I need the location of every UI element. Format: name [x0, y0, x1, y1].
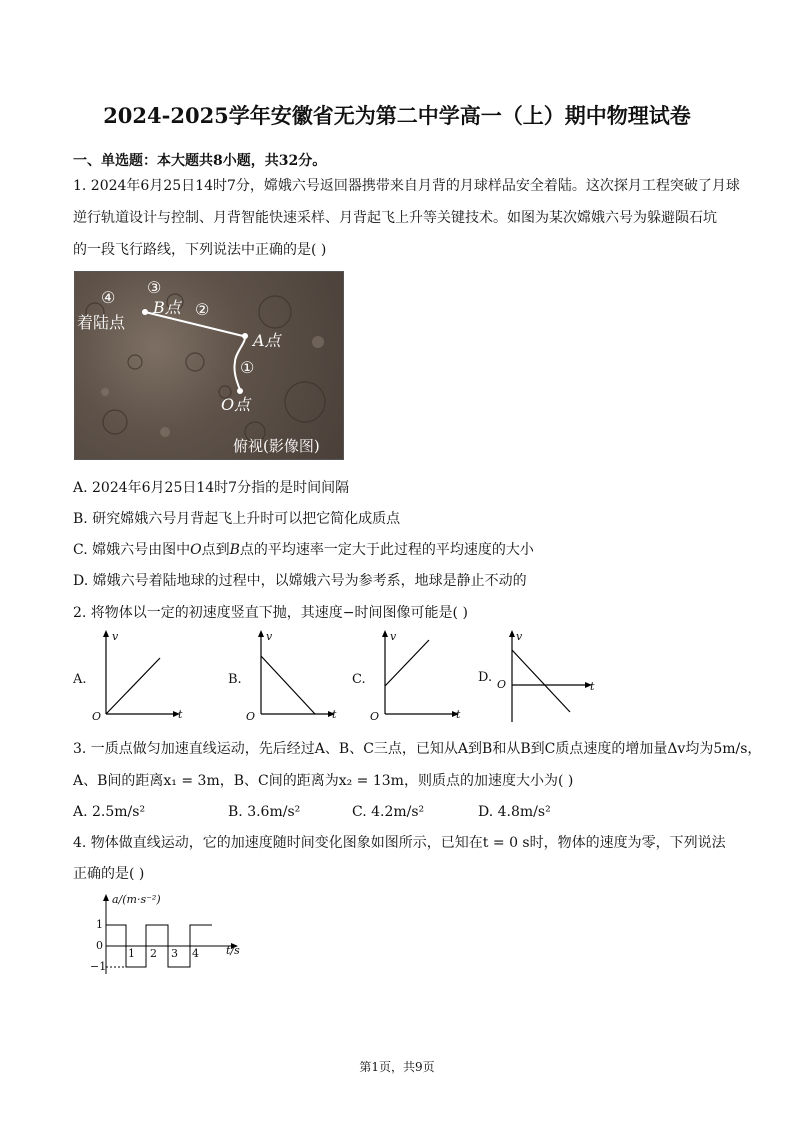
q2-graph-d	[496, 628, 606, 728]
q1-stem-line1: 1. 2024年6月25日14时7分，嫦娥六号返回器携带来自月背的月球样品安全着陆。这次探月工程突破了月球	[73, 178, 740, 194]
q4-acceleration-graph	[86, 892, 246, 982]
q2-option-a-label: A.	[73, 672, 87, 687]
marker-1: ①	[240, 358, 255, 377]
q2a-v-label: v	[112, 630, 119, 643]
q2-graph-a	[88, 628, 188, 728]
q2-graph-c	[367, 628, 467, 728]
q2d-origin-label: O	[497, 678, 507, 691]
q2c-t-label: t	[456, 708, 461, 721]
q4-x-tick-1: 1	[128, 947, 135, 960]
figure-caption: 俯视(影像图)	[233, 437, 320, 455]
q1-option-c: C. 嫦娥六号由图中O点到B点的平均速率一定大于此过程的平均速度的大小	[73, 542, 534, 558]
point-o-label: O点	[221, 395, 251, 414]
q2-option-d-label: D.	[478, 670, 493, 685]
q3-option-c: C. 4.2m/s²	[352, 804, 425, 820]
q1-option-b: B. 研究嫦娥六号月背起飞上升时可以把它简化成质点	[73, 511, 401, 527]
q4-x-tick-3: 3	[171, 947, 178, 960]
q2-option-c-label: C.	[352, 672, 366, 687]
q1-stem-line2: 逆行轨道设计与控制、月背智能快速采样、月背起飞上升等关键技术。如图为某次嫦娥六号为躲避陨石坑	[73, 210, 717, 226]
section-heading: 一、单选题：本大题共8小题，共32分。	[73, 153, 327, 169]
moon-surface-image	[74, 271, 344, 460]
q4-stem-line2: 正确的是( )	[73, 866, 145, 882]
q1-option-d: D. 嫦娥六号着陆地球的过程中，以嫦娥六号为参考系，地球是静止不动的	[73, 573, 527, 589]
q2a-origin-label: O	[92, 710, 102, 723]
q2b-origin-label: O	[246, 710, 256, 723]
q2d-t-label: t	[590, 680, 595, 693]
q1-option-a: A. 2024年6月25日14时7分指的是时间间隔	[73, 480, 350, 496]
q2b-velocity-line	[261, 656, 315, 714]
point-b-label: B点	[153, 298, 181, 317]
q2c-v-label: v	[390, 630, 397, 643]
q4-y-axis-label: a/(m·s⁻²)	[112, 893, 161, 906]
q2b-t-label: t	[332, 708, 337, 721]
point-a-label: A点	[253, 331, 281, 350]
q3-option-a: A. 2.5m/s²	[73, 804, 146, 820]
q2a-velocity-line	[106, 658, 160, 714]
marker-4: ④	[101, 288, 116, 307]
marker-3: ③	[147, 278, 162, 297]
q4-stem-line1: 4. 物体做直线运动，它的加速度随时间变化图象如图所示，已知在t = 0 s时，物体的速度为零，下列说法	[73, 835, 726, 851]
point-b-dot	[142, 309, 148, 315]
q2d-v-label: v	[516, 630, 523, 643]
marker-2: ②	[195, 300, 210, 319]
point-a-dot	[242, 333, 248, 339]
q3-stem-line1: 3. 一质点做匀加速直线运动，先后经过A、B、C三点，已知从A到B和从B到C质点速度的增加量Δv均为5m/s，	[73, 741, 762, 757]
page-footer: 第1页，共9页	[359, 1060, 435, 1074]
q4-tick-1: 1	[96, 918, 103, 931]
q2a-t-label: t	[178, 708, 183, 721]
q1-stem-line3: 的一段飞行路线，下列说法中正确的是( )	[73, 242, 327, 258]
q2d-velocity-line	[512, 650, 570, 712]
flight-path-line	[145, 312, 245, 390]
q2-graph-b	[243, 628, 343, 728]
q4-x-tick-2: 2	[150, 947, 157, 960]
q4-tick-minus-1: −1	[90, 960, 107, 973]
q3-option-b: B. 3.6m/s²	[228, 804, 301, 820]
q2c-velocity-line	[385, 640, 429, 686]
q4-x-axis-label: t/s	[226, 944, 240, 957]
page-title: 2024-2025学年安徽省无为第二中学高一（上）期中物理试卷	[103, 103, 691, 128]
q4-x-tick-4: 4	[192, 947, 199, 960]
q4-tick-0: 0	[96, 939, 103, 952]
q3-option-d: D. 4.8m/s²	[478, 804, 551, 820]
q3-stem-line2: A、B间的距离x₁ = 3m，B、C间的距离为x₂ = 13m，则质点的加速度大小为( )	[73, 773, 574, 789]
landing-point-label: 着陆点	[77, 313, 126, 332]
q2c-origin-label: O	[370, 710, 380, 723]
q2b-v-label: v	[266, 630, 273, 643]
q2-option-b-label: B.	[228, 672, 242, 687]
q2-stem: 2. 将物体以一定的初速度竖直下抛，其速度−时间图像可能是( )	[73, 605, 468, 621]
